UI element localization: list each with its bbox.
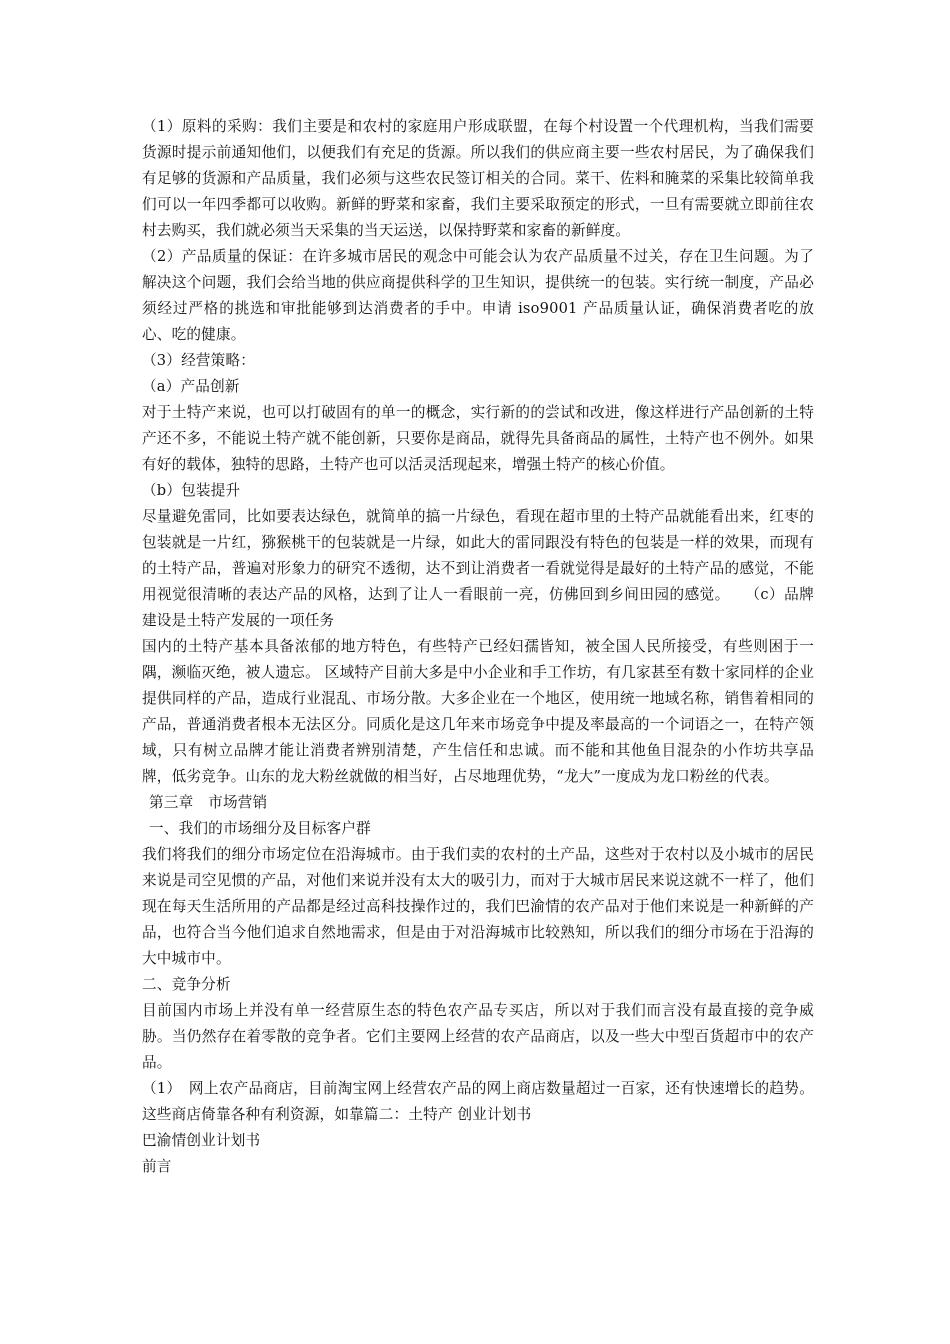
heading-competition-analysis: 二、竞争分析 [142,976,231,993]
heading-market-segmentation: 一、我们的市场细分及目标客户群 [149,820,371,837]
document-page [142,114,814,1180]
heading-product-innovation: （a）产品创新 [142,378,240,395]
paragraph-market-segmentation: 我们将我们的细分市场定位在沿海城市。由于我们卖的农村的土产品，这些对于农村以及小城市的居民来说是司空见惯的产品，对他们来说并没有太大的吸引力，而对于大城市居民来说这就不一样了，他们现在每天生活所用的产品都是经过高科技操作过的，我们巴渝情的农产品对于他们来说是一种新鲜的产品，也符合当今他们追求自然地需求，但是由于对沿海城市比较熟知，所以我们的细分市场在于沿海的大中城市中。 [142,846,814,967]
paragraph-product-quality: （2）产品质量的保证：在许多城市居民的观念中可能会认为农产品质量不过关，存在卫生问题。为了解决这个问题，我们会给当地的供应商提供科学的卫生知识，提供统一的包装。实行统一制度，产品必须经过严格的挑选和审批能够到达消费者的手中。申请 iso9001 产品质量认证，确保消费者吃的放心、吃的健康。 [142,248,814,343]
paragraph-competition-analysis: 目前国内市场上并没有单一经营原生态的特色农产品专买店，所以对于我们而言没有最直接的竞争威胁。当仍然存在着零散的竞争者。它们主要网上经营的农产品商店，以及一些大中型百货超市中的农产品。 [142,1002,814,1071]
paragraph-product-innovation: 对于土特产来说，也可以打破固有的单一的概念，实行新的的尝试和改进，像这样进行产品创新的土特产还不多，不能说土特产就不能创新，只要你是商品，就得先具备商品的属性，土特产也不例外。如果有好的载体，独特的思路，土特产也可以活灵活现起来，增强土特产的核心价值。 [142,404,814,473]
paragraph-online-stores: （1） 网上农产品商店，目前淘宝网上经营农产品的网上商店数量超过一百家，还有快速增长的趋势。这些商店倚靠各种有利资源，如靠篇二：土特产 创业计划书 [142,1080,814,1123]
heading-business-strategy: （3）经营策略： [142,352,256,369]
paragraph-raw-material-procurement: （1）原料的采购：我们主要是和农村的家庭用户形成联盟，在每个村设置一个代理机构，当我们需要货源时提示前通知他们，以便我们有充足的货源。所以我们的供应商主要一些农村居民，为了确保我们有足够的货源和产品质量，我们必须与这些农民签订相关的合同。菜干、佐料和腌菜的采集比较简单我们可以一年四季都可以收购。新鲜的野菜和家畜，我们主要采取预定的形式，一旦有需要就立即前往农村去购买，我们就必须当天采集的当天运送，以保持野菜和家畜的新鲜度。 [142,118,814,239]
business-plan-title: 巴渝情创业计划书 [142,1132,261,1149]
paragraph-brand-building: 国内的土特产基本具备浓郁的地方特色，有些特产已经妇孺皆知，被全国人民所接受，有些则困于一隅，濒临灭绝，被人遗忘。 区域特产目前大多是中小企业和手工作坊，有几家甚至有数十家同样的企业提供同样的产品，造成行业混乱、市场分散。大多企业在一个地区，使用统一地域名称，销售着相同的产品，普通消费者根本无法区分。同质化是这几年来市场竞争中提及率最高的一个词语之一，在特产领域，只有树立品牌才能让消费者辨别清楚，产生信任和忠诚。而不能和其他鱼目混杂的小作坊共享品牌，低劣竞争。山东的龙大粉丝就做的相当好，占尽地理优势，“龙大”一度成为龙口粉丝的代表。 [142,638,814,785]
paragraph-packaging-upgrade: 尽量避免雷同，比如要表达绿色，就简单的搞一片绿色，看现在超市里的土特产品就能看出来，红枣的包装就是一片红，猕猴桃干的包装就是一片绿，如此大的雷同跟没有特色的包装是一样的效果，而现有的土特产品，普遍对形象力的研究不透彻，达不到让消费者一看就觉得是最好的土特产品的感觉，不能用视觉很清晰的表达产品的风格，达到了让人一看眼前一亮，仿佛回到乡间田园的感觉。 （c）品牌建设是土特产发展的一项任务 [142,508,814,629]
chapter-three-heading: 第三章 市场营销 [149,794,268,811]
preface-heading: 前言 [142,1158,172,1175]
heading-packaging-upgrade: （b）包装提升 [142,482,241,499]
